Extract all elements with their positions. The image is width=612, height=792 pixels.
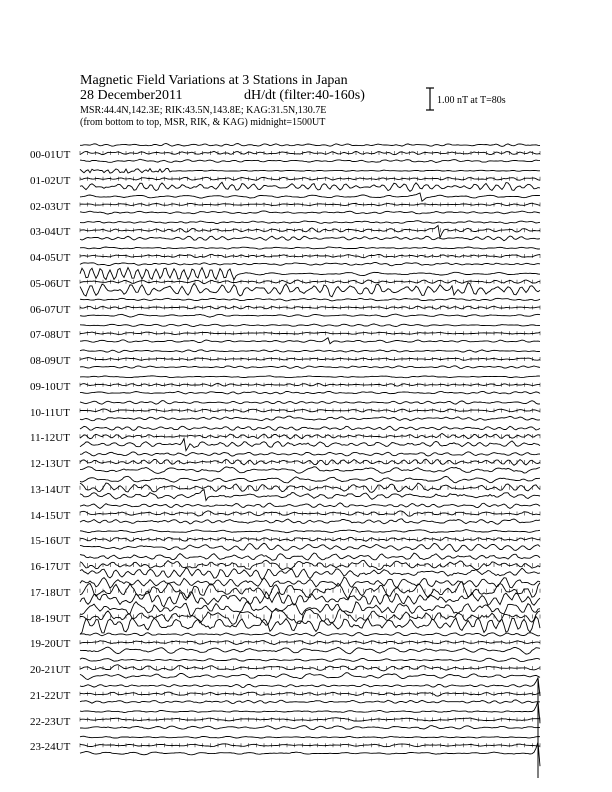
- row-label-20-21UT: 20-21UT: [30, 664, 71, 676]
- trace-08-09UT-KAG: [80, 350, 540, 353]
- minute-ticks-17-18UT: [80, 589, 540, 593]
- station-coordinates: MSR:44.4N,142.3E; RIK:43.5N,143.8E; KAG:31.5N,130.7E: [80, 105, 327, 116]
- trace-03-04UT-MSR: [80, 236, 540, 241]
- trace-06-07UT-KAG: [80, 298, 540, 301]
- trace-04-05UT-KAG: [80, 247, 540, 249]
- minute-ticks-22-23UT: [80, 718, 540, 722]
- trace-11-12UT-MSR: [80, 439, 540, 451]
- trace-08-09UT-MSR: [80, 366, 540, 369]
- trace-00-01UT-KAG: [80, 144, 540, 147]
- quantity-label: dH/dt (filter:40-160s): [244, 88, 365, 103]
- trace-22-23UT-MSR: [80, 726, 540, 730]
- minute-ticks-08-09UT: [80, 357, 540, 361]
- row-label-09-10UT: 09-10UT: [30, 380, 71, 393]
- minute-ticks-15-16UT: [80, 537, 540, 541]
- trace-07-08UT-KAG: [80, 324, 540, 327]
- trace-21-22UT-MSR: [80, 700, 540, 704]
- trace-19-20UT-MSR: [80, 647, 540, 654]
- trace-00-01UT-MSR: [80, 159, 540, 162]
- trace-10-11UT-MSR: [80, 416, 540, 421]
- row-label-01-02UT: 01-02UT: [30, 174, 71, 187]
- trace-11-12UT-KAG: [80, 426, 540, 430]
- trace-15-16UT-KAG: [80, 530, 540, 533]
- trace-12-13UT-MSR: [80, 467, 540, 474]
- row-label-11-12UT: 11-12UT: [30, 432, 70, 445]
- minute-ticks-01-02UT: [80, 177, 540, 181]
- minute-ticks-23-24UT: [80, 743, 540, 747]
- trace-03-04UT-KAG: [80, 221, 540, 224]
- minute-ticks-18-19UT: [80, 615, 540, 619]
- row-label-03-04UT: 03-04UT: [30, 226, 71, 239]
- station-order-note: (from bottom to top, MSR, RIK, & KAG) midnight=1500UT: [80, 117, 326, 128]
- trace-13-14UT-KAG: [80, 476, 540, 483]
- trace-09-10UT-MSR: [80, 391, 540, 394]
- minute-ticks-00-01UT: [80, 151, 540, 155]
- row-label-16-17UT: 16-17UT: [30, 561, 71, 573]
- chart-date: 28 December2011: [80, 88, 183, 103]
- trace-13-14UT-MSR: [80, 490, 540, 501]
- row-label-23-24UT: 23-24UT: [30, 741, 71, 754]
- minute-ticks-16-17UT: [80, 563, 540, 567]
- minute-ticks-04-05UT: [80, 254, 540, 258]
- row-label-08-09UT: 08-09UT: [30, 355, 71, 367]
- row-label-15-16UT: 15-16UT: [30, 535, 71, 548]
- row-label-17-18UT: 17-18UT: [30, 586, 71, 599]
- trace-12-13UT-KAG: [80, 452, 540, 456]
- row-label-02-03UT: 02-03UT: [30, 200, 71, 213]
- row-label-00-01UT: 00-01UT: [30, 149, 71, 161]
- trace-16-17UT-MSR: [80, 568, 540, 580]
- row-label-05-06UT: 05-06UT: [30, 277, 71, 290]
- minute-ticks-20-21UT: [80, 666, 540, 670]
- row-label-14-15UT: 14-15UT: [30, 509, 71, 522]
- minute-ticks-03-04UT: [80, 228, 540, 232]
- trace-06-07UT-MSR: [80, 314, 540, 317]
- trace-02-03UT-MSR: [80, 211, 540, 214]
- trace-14-15UT-MSR: [80, 519, 540, 525]
- chart-title: Magnetic Field Variations at 3 Stations in Japan: [80, 73, 348, 88]
- trace-18-19UT-KAG: [80, 601, 540, 615]
- trace-16-17UT-KAG: [80, 553, 540, 560]
- trace-20-21UT-MSR: [80, 673, 540, 680]
- row-label-21-22UT: 21-22UT: [30, 689, 71, 702]
- trace-20-21UT-KAG: [80, 658, 540, 661]
- minute-ticks-10-11UT: [80, 409, 540, 413]
- minute-ticks-11-12UT: [80, 434, 540, 438]
- trace-07-08UT-MSR: [80, 338, 540, 344]
- trace-05-06UT-MSR: [80, 283, 540, 297]
- trace-19-20UT-KAG: [80, 632, 540, 636]
- minute-ticks-09-10UT: [80, 383, 540, 387]
- row-label-07-08UT: 07-08UT: [30, 329, 71, 342]
- trace-18-19UT-MSR: [80, 617, 540, 635]
- row-label-12-13UT: 12-13UT: [30, 458, 71, 470]
- minute-ticks-05-06UT: [80, 280, 540, 284]
- trace-01-02UT-MSR: [80, 182, 540, 191]
- minute-ticks-14-15UT: [80, 512, 540, 516]
- trace-14-15UT-KAG: [80, 503, 540, 509]
- row-label-19-20UT: 19-20UT: [30, 638, 71, 651]
- row-label-13-14UT: 13-14UT: [30, 483, 71, 496]
- trace-15-16UT-MSR: [80, 543, 540, 551]
- scale-bar-label: 1.00 nT at T=80s: [437, 95, 506, 106]
- minute-ticks-06-07UT: [80, 306, 540, 310]
- minute-ticks-02-03UT: [80, 203, 540, 207]
- row-label-06-07UT: 06-07UT: [30, 303, 71, 316]
- row-label-22-23UT: 22-23UT: [30, 715, 71, 728]
- minute-ticks-13-14UT: [80, 486, 540, 490]
- minute-ticks-07-08UT: [80, 331, 540, 335]
- trace-02-03UT-KAG: [80, 193, 540, 201]
- row-label-04-05UT: 04-05UT: [30, 252, 71, 264]
- trace-09-10UT-KAG: [80, 376, 540, 378]
- trace-17-18UT-MSR: [80, 591, 540, 607]
- minute-ticks-21-22UT: [80, 692, 540, 696]
- trace-01-02UT-KAG: [80, 169, 540, 174]
- row-label-10-11UT: 10-11UT: [30, 406, 70, 419]
- trace-04-05UT-MSR: [80, 263, 540, 266]
- trace-05-06UT-KAG: [80, 268, 540, 280]
- row-label-18-19UT: 18-19UT: [30, 612, 71, 625]
- trace-23-24UT-KAG: [80, 736, 540, 738]
- trace-10-11UT-KAG: [80, 401, 540, 405]
- minute-ticks-19-20UT: [80, 640, 540, 644]
- minute-ticks-12-13UT: [80, 460, 540, 464]
